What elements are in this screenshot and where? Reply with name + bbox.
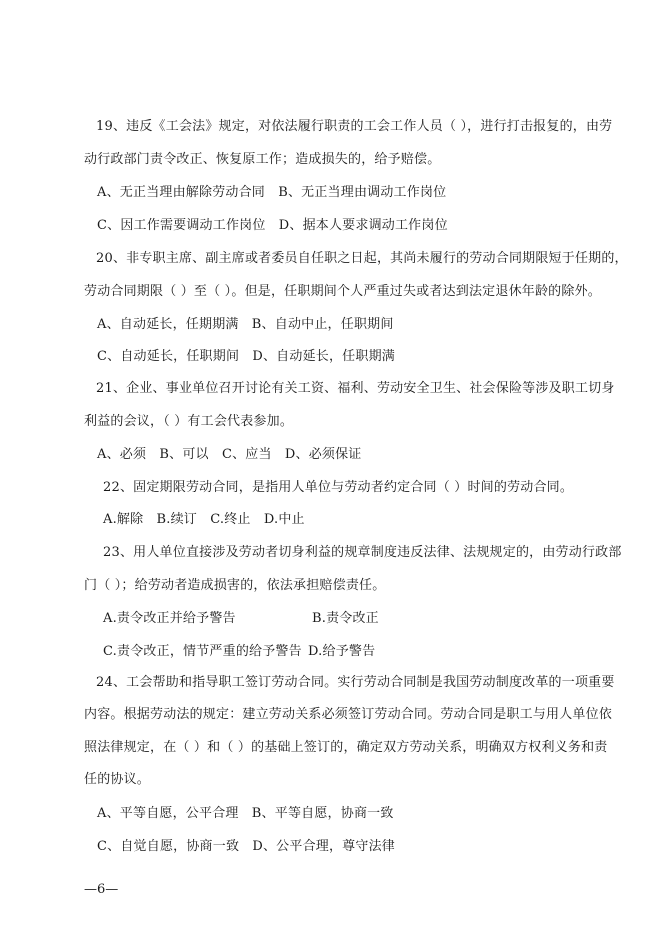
- q19-text-line2: 动行政部门责令改正、恢复原工作；造成损失的，给予赔偿。: [84, 152, 441, 167]
- q24-options-ab: A、平等自愿，公平合理 B、平等自愿，协商一致: [97, 806, 394, 821]
- q20-options-ab: A、自动延长，任期期满 B、自动中止，任职期间: [97, 317, 394, 332]
- q23-text-line2: 门（ ）；给劳动者造成损害的，依法承担赔偿责任。: [84, 578, 386, 593]
- q19-options-cd: C、因工作需要调动工作岗位 D、据本人要求调动工作岗位: [97, 218, 448, 233]
- q24-text-line3: 照法律规定，在（ ）和（ ）的基础上签订的，确定双方劳动关系，明确双方权利义务和责: [84, 740, 608, 755]
- q23-option-b: B.责令改正: [312, 611, 379, 626]
- q24-text-line1: 24、工会帮助和指导职工签订劳动合同。实行劳动合同制是我国劳动制度改革的一项重要: [96, 675, 615, 690]
- page-number: —6—: [84, 882, 119, 897]
- q24-options-cd: C、自觉自愿，协商一致 D、公平合理，尊守法律: [97, 839, 395, 854]
- q20-text-line1: 20、非专职主席、副主席或者委员自任职之日起，其尚未履行的劳动合同期限短于任期的，: [96, 251, 628, 266]
- q21-text-line1: 21、企业、事业单位召开讨论有关工资、福利、劳动安全卫生、社会保险等涉及职工切身: [96, 381, 615, 396]
- q23-option-a: A.责令改正并给予警告: [103, 611, 236, 626]
- q23-option-d: D.给予警告: [308, 644, 376, 659]
- q23-text-line1: 23、用人单位直接涉及劳动者切身利益的规章制度违反法律、法规规定的，由劳动行政部: [103, 545, 622, 560]
- q21-options: A、必须 B、可以 C、应当 D、必须保证: [97, 447, 362, 462]
- q22-text-line1: 22、固定期限劳动合同，是指用人单位与劳动者约定合同（ ）时间的劳动合同。: [103, 480, 574, 495]
- q24-text-line2: 内容。根据劳动法的规定：建立劳动关系必须签订劳动合同。劳动合同是职工与用人单位依: [84, 707, 613, 722]
- q20-options-cd: C、自动延长，任职期间 D、自动延长，任职期满: [97, 349, 395, 364]
- q23-option-c: C.责令改正，情节严重的给予警告: [103, 644, 302, 659]
- q20-text-line2: 劳动合同期限（ ）至（ ）。但是，任职期间个人严重过失或者达到法定退休年龄的除外。: [84, 284, 601, 299]
- q21-text-line2: 利益的会议，（ ）有工会代表参加。: [84, 414, 294, 429]
- q24-text-line4: 任的协议。: [84, 772, 151, 787]
- q19-text-line1: 19、违反《工会法》规定，对依法履行职责的工会工作人员（ ），进行打击报复的，由劳: [96, 119, 613, 134]
- q22-options: A.解除 B.续订 C.终止 D.中止: [103, 512, 305, 527]
- q19-options-ab: A、无正当理由解除劳动合同 B、无正当理由调动工作岗位: [97, 185, 447, 200]
